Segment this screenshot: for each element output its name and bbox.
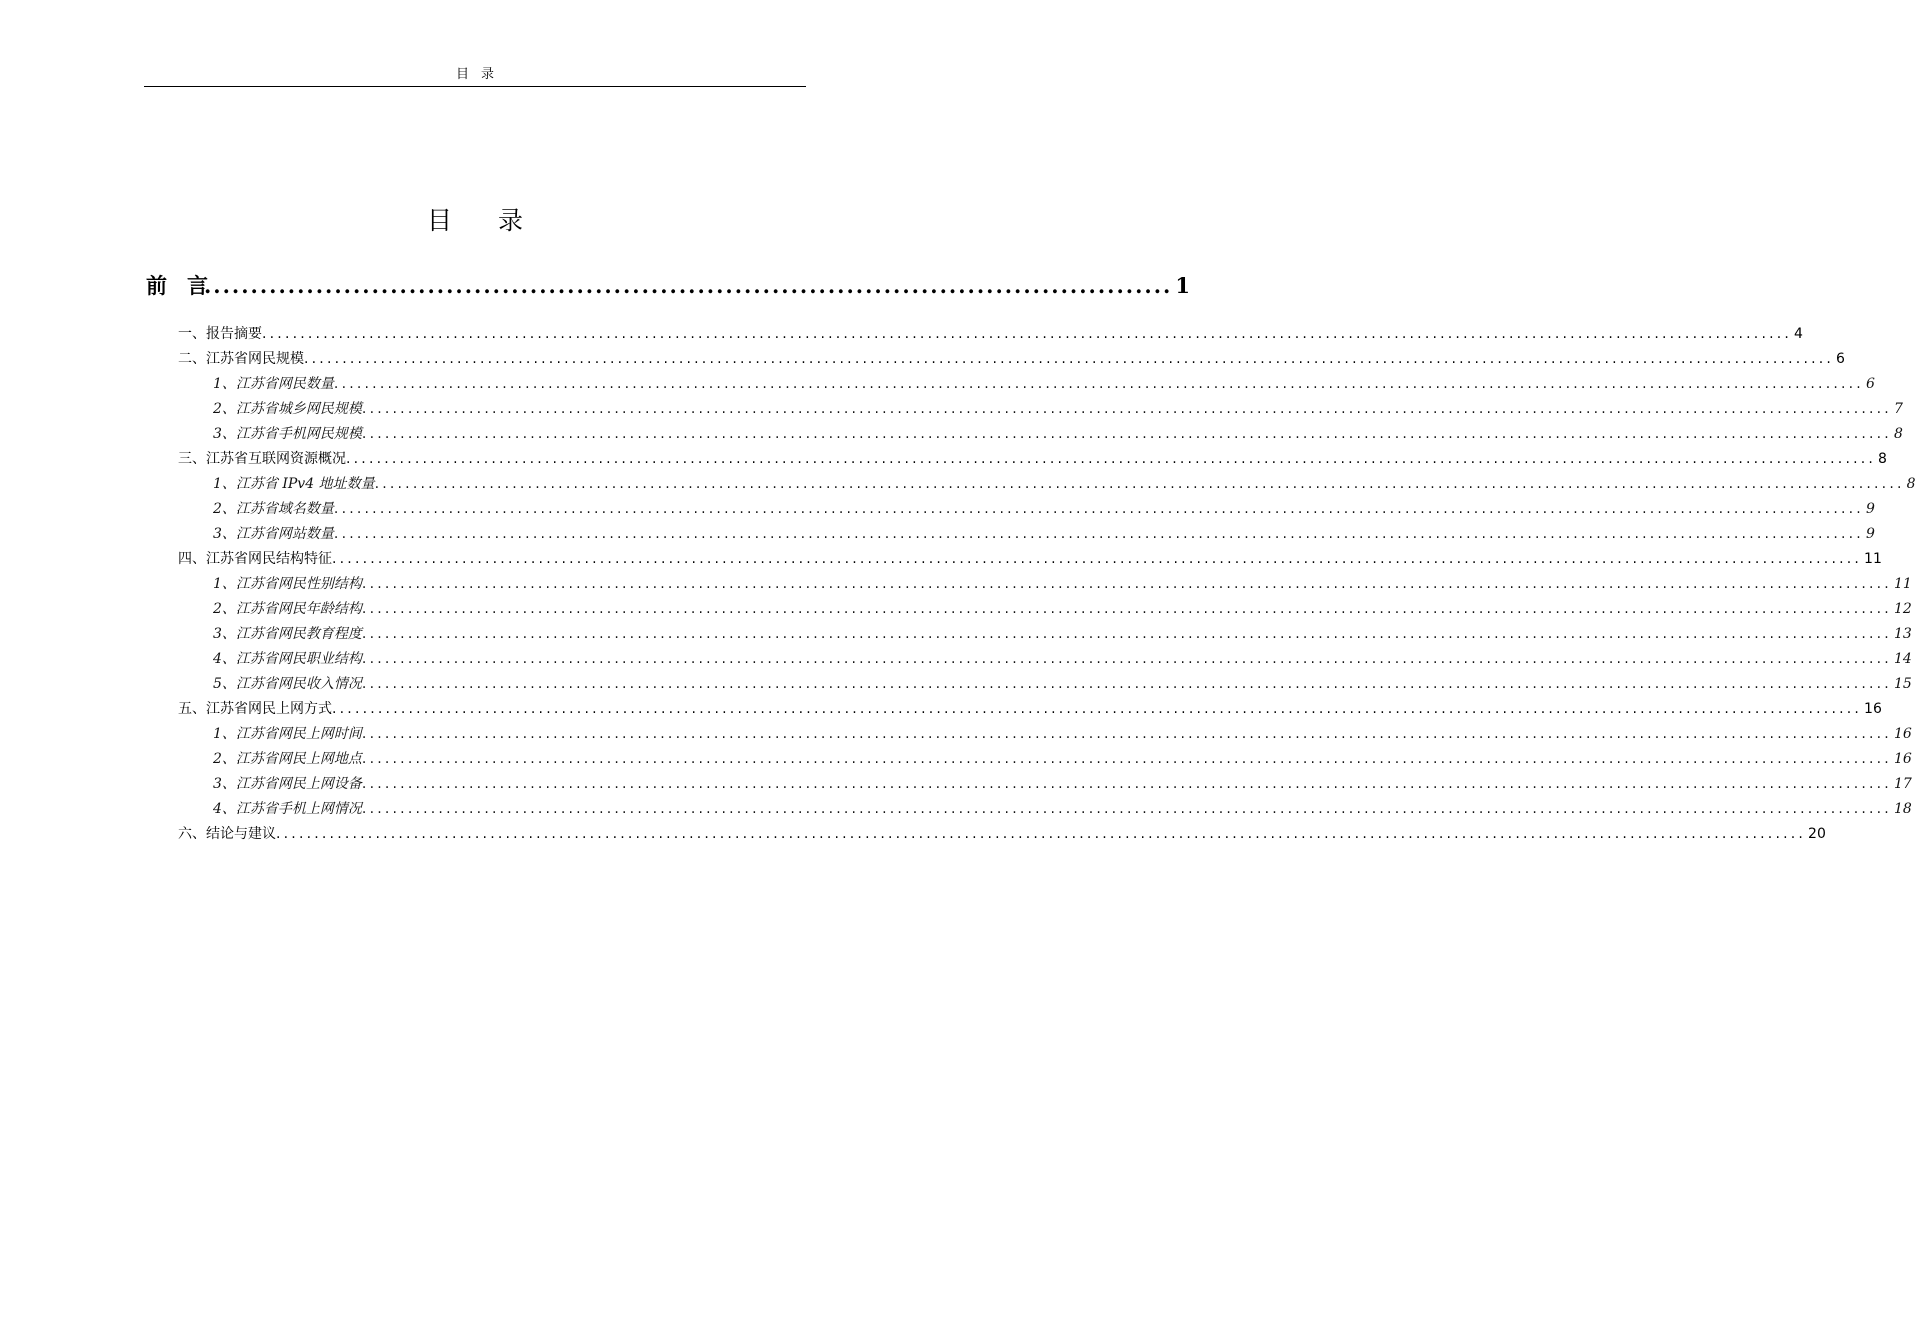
toc-entry-label: 1、江苏省网民数量 (213, 376, 334, 392)
toc-subsection-entry[interactable] (178, 472, 1916, 497)
toc-subsection-entry[interactable] (178, 647, 1912, 672)
toc-subsection-entry[interactable] (178, 672, 1912, 697)
toc-subsection-entry[interactable] (178, 622, 1912, 647)
toc-entry-label: 二、江苏省网民规模 (178, 351, 304, 367)
toc-page-number: 14 (1893, 651, 1912, 667)
toc-entry-label: 2、江苏省城乡网民规模 (213, 401, 362, 417)
toc-section-entry[interactable] (178, 322, 1803, 347)
toc-entry-label: 1、江苏省 IPv4 地址数量 (213, 476, 375, 492)
toc-entry-label: 1、江苏省网民性别结构 (213, 576, 362, 592)
toc-page-number: 17 (1893, 776, 1912, 792)
toc-entry-label: 3、江苏省网民上网设备 (213, 776, 362, 792)
toc-page-number: 20 (1808, 826, 1826, 842)
toc-subsection-entry[interactable] (178, 572, 1912, 597)
toc-page-number: 16 (1893, 726, 1912, 742)
toc-entry-label: 三、江苏省互联网资源概况 (178, 451, 346, 467)
toc-section-entry[interactable] (178, 697, 1882, 722)
toc-subsection-entry[interactable] (178, 722, 1912, 747)
toc-entry-label: 3、江苏省网民教育程度 (213, 626, 362, 642)
toc-entry-label: 四、江苏省网民结构特征 (178, 551, 332, 567)
toc-subsection-entry[interactable] (178, 597, 1912, 622)
toc-entry-label: 六、结论与建议 (178, 826, 276, 842)
dot-leader: ........................................................................................................................................................................................................ (374, 476, 1905, 492)
toc-subsection-entry[interactable] (178, 772, 1912, 797)
dot-leader: ........................................................................................................................................................................................................ (346, 451, 1877, 467)
dot-leader: ........................................................................................................................................................................................................ (276, 826, 1807, 842)
dot-leader: ........................................................................................................................................................................................................ (361, 426, 1892, 442)
toc-page-number: 13 (1893, 626, 1912, 642)
toc-page-number: 6 (1865, 376, 1875, 392)
toc-entry-label: 4、江苏省手机上网情况 (213, 801, 362, 817)
toc-entry-label: 五、江苏省网民上网方式 (178, 701, 332, 717)
toc-subsection-entry[interactable] (178, 397, 1903, 422)
dot-leader: ........................................................................................................................................................................................................ (361, 401, 1892, 417)
toc-page-number: 8 (1906, 476, 1916, 492)
dot-leader: ........................................................................................................................................................................................................ (262, 326, 1793, 342)
toc-entry-label: 一、报告摘要 (178, 326, 262, 342)
toc-list (178, 322, 1916, 847)
header-divider (144, 86, 806, 87)
dot-leader: ........................................................................................................................................................................................................ (361, 676, 1892, 692)
dot-leader: ........................................................................................................................................................................................................ (333, 526, 1864, 542)
toc-title: 目录 (426, 206, 569, 235)
dot-leader: ........................................................................................................................................................................................................ (361, 776, 1892, 792)
toc-page-number: 11 (1864, 551, 1882, 567)
dot-leader: ........................................................................................................................................................................................................ (361, 651, 1892, 667)
dot-leader: ........................................................................................................................................................................................................ (332, 701, 1863, 717)
toc-subsection-entry[interactable] (178, 422, 1903, 447)
toc-entry-label: 2、江苏省域名数量 (213, 501, 334, 517)
toc-section-entry[interactable] (178, 822, 1826, 847)
toc-page-number: 11 (1893, 576, 1912, 592)
dot-leader: ........................................................................................................................................................................................................ (361, 601, 1892, 617)
toc-entry-label: 2、江苏省网民上网地点 (213, 751, 362, 767)
toc-entry-label: 2、江苏省网民年龄结构 (213, 601, 362, 617)
dot-leader: ........................................................................................................................................................................................................ (361, 751, 1892, 767)
dot-leader: ........................................................................................................................................................................................................ (361, 801, 1892, 817)
toc-section-entry[interactable] (178, 447, 1887, 472)
toc-section-entry[interactable] (178, 347, 1845, 372)
toc-entry-label: 4、江苏省网民职业结构 (213, 651, 362, 667)
dot-leader: ........................................................................................................................................................................................................ (333, 376, 1864, 392)
toc-entry-label: 3、江苏省网站数量 (213, 526, 334, 542)
toc-page-number: 4 (1794, 326, 1803, 342)
toc-subsection-entry[interactable] (178, 497, 1875, 522)
toc-subsection-entry[interactable] (178, 747, 1912, 772)
toc-page-number: 12 (1893, 601, 1912, 617)
dot-leader: ........................................................................................................................................................................................................ (332, 551, 1863, 567)
dot-leader: ........................................................................................................ (204, 273, 1173, 298)
toc-subsection-entry[interactable] (178, 522, 1875, 547)
toc-page-number: 9 (1865, 501, 1875, 517)
toc-page-number: 16 (1864, 701, 1882, 717)
dot-leader: ........................................................................................................................................................................................................ (361, 626, 1892, 642)
toc-page-number: 16 (1893, 751, 1912, 767)
toc-entry-label: 1、江苏省网民上网时间 (213, 726, 362, 742)
toc-page-number: 6 (1836, 351, 1845, 367)
toc-section-entry[interactable] (178, 547, 1882, 572)
toc-page-number: 15 (1893, 676, 1912, 692)
toc-entry-label: 前言 (146, 273, 228, 298)
dot-leader: ........................................................................................................................................................................................................ (361, 576, 1892, 592)
toc-entry-preface[interactable] (146, 270, 1190, 302)
dot-leader: ........................................................................................................................................................................................................ (333, 501, 1864, 517)
dot-leader: ........................................................................................................................................................................................................ (361, 726, 1892, 742)
toc-page-number: 9 (1865, 526, 1875, 542)
toc-subsection-entry[interactable] (178, 372, 1875, 397)
toc-page-number: 8 (1893, 426, 1903, 442)
toc-page-number: 8 (1878, 451, 1887, 467)
toc-page-number: 18 (1893, 801, 1912, 817)
dot-leader: ........................................................................................................................................................................................................ (304, 351, 1835, 367)
running-header: 目录 (455, 67, 506, 82)
toc-page-number: 1 (1175, 273, 1190, 298)
toc-subsection-entry[interactable] (178, 797, 1912, 822)
toc-page-number: 7 (1893, 401, 1903, 417)
toc-entry-label: 5、江苏省网民收入情况 (213, 676, 362, 692)
toc-entry-label: 3、江苏省手机网民规模 (213, 426, 362, 442)
